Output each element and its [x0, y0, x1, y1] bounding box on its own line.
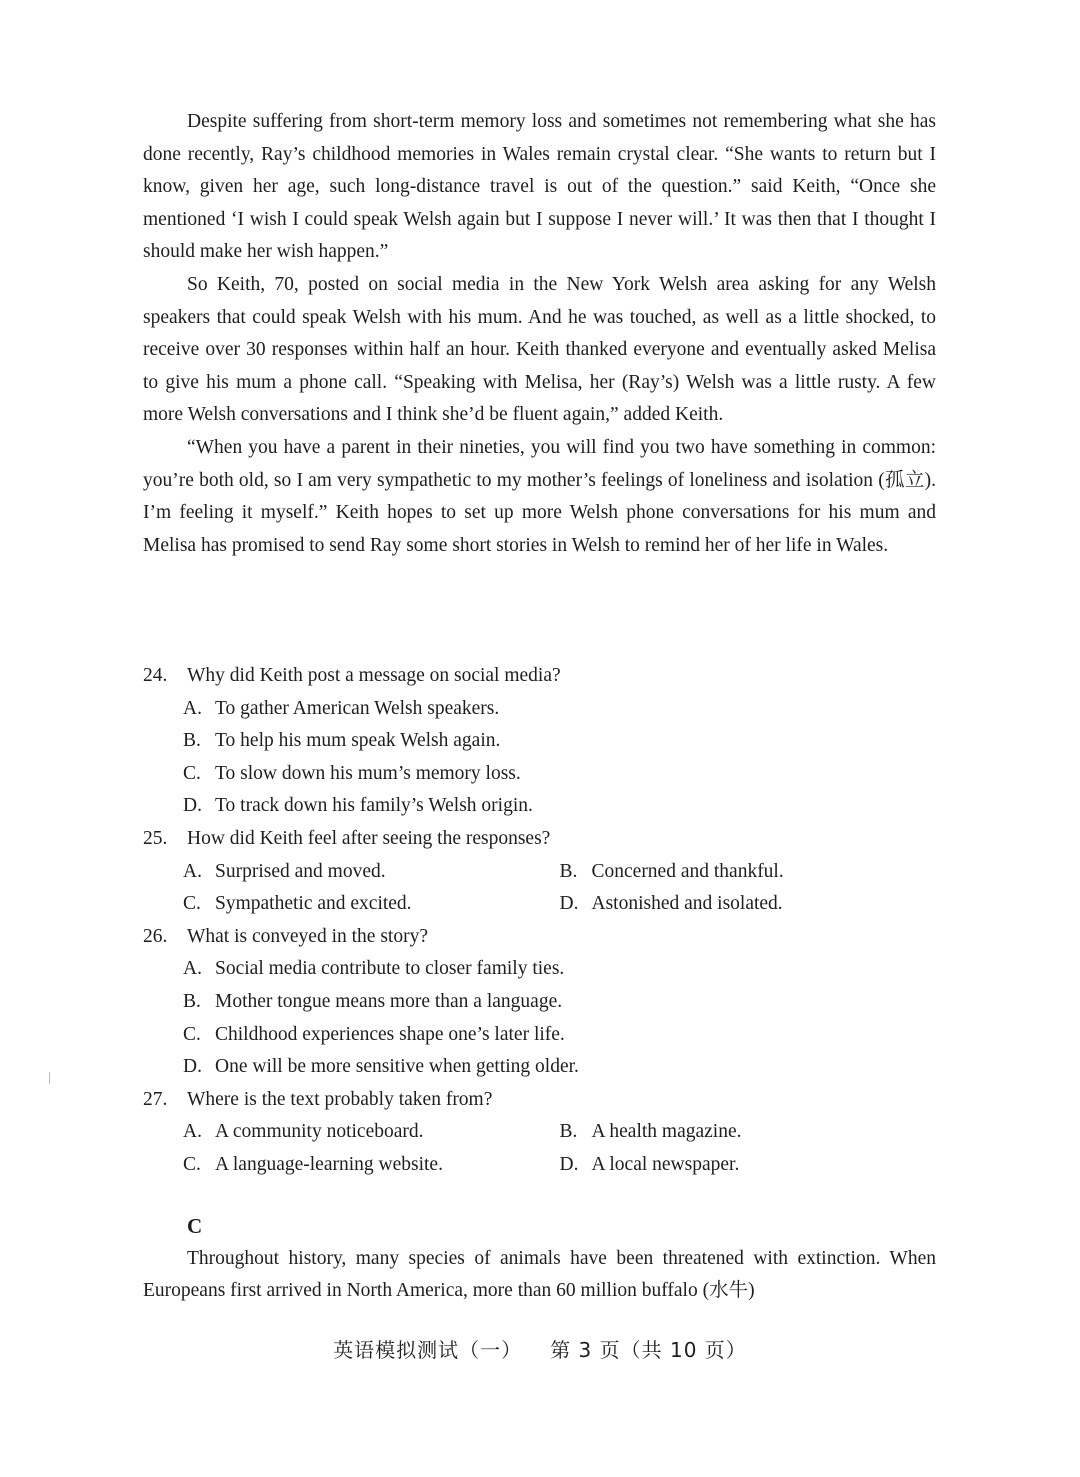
question-26 [143, 921, 936, 1084]
question-25 [143, 823, 936, 921]
question-number: 25. [143, 827, 168, 849]
page-footer [0, 1334, 1080, 1363]
option-b[interactable] [560, 856, 937, 889]
reading-section-c [143, 1210, 936, 1308]
option-letter: C. [183, 893, 201, 915]
option-letter: A. [183, 958, 202, 980]
question-number: 26. [143, 925, 168, 947]
option-d[interactable] [560, 1149, 937, 1182]
option-c[interactable] [183, 888, 560, 921]
option-letter: D. [559, 893, 579, 915]
option-c[interactable] [183, 1149, 560, 1182]
option-text: Sympathetic and excited. [215, 893, 412, 915]
option-a[interactable] [183, 1116, 560, 1149]
option-d[interactable] [143, 790, 936, 823]
scan-mark [49, 1072, 50, 1084]
question-stem: What is conveyed in the story? [187, 925, 428, 947]
option-letter: C. [183, 1153, 201, 1175]
option-letter: D. [183, 1056, 202, 1078]
option-a[interactable] [183, 856, 560, 889]
option-text: A local newspaper. [591, 1153, 740, 1175]
option-b[interactable] [560, 1116, 937, 1149]
option-letter: B. [183, 990, 201, 1012]
option-text: To track down his family’s Welsh origin. [215, 795, 533, 817]
option-a[interactable] [143, 953, 936, 986]
option-text: Social media contribute to closer family ties. [215, 958, 565, 980]
option-text: A language-learning website. [215, 1153, 443, 1175]
section-title: C [187, 1214, 203, 1238]
option-a[interactable] [143, 693, 936, 726]
option-letter: C. [183, 762, 201, 784]
question-stem: Where is the text probably taken from? [187, 1088, 493, 1110]
option-text: One will be more sensitive when getting older. [215, 1056, 579, 1078]
passage-paragraph-2: So Keith, 70, posted on social media in the New York Welsh area asking for any Welsh speakers that could speak Welsh with his mum. And he was touched, as well as a little shocked, to receive over 30 responses within half an hour. Keith thanked everyone and eventually asked Melisa to give his mum a phone call. “Speaking with Melisa, her (Ray’s) Welsh was a little rusty. A few more Welsh conversations and I think she’d be fluent again,” added Keith. [143, 273, 936, 426]
option-text: Surprised and moved. [215, 860, 386, 882]
passage-paragraph-1: Despite suffering from short-term memory loss and sometimes not remembering what she has done recently, Ray’s childhood memories in Wales remain crystal clear. “She wants to return but I know, given her age, such long-distance travel is out of the question.” said Keith, “Once she mentioned ‘I wish I could speak Welsh again but I suppose I never will.’ It was then that I thought I should make her wish happen.” [143, 111, 936, 263]
option-letter: A. [183, 860, 202, 882]
option-text: Mother tongue means more than a language. [215, 990, 563, 1012]
question-24 [143, 660, 936, 823]
option-letter: D. [559, 1153, 579, 1175]
option-c[interactable] [143, 1019, 936, 1052]
section-c-paragraph: Throughout history, many species of animals have been threatened with extinction. When Europeans first arrived in North America, more than 60 million buffalo (水牛) [143, 1247, 936, 1302]
question-stem: Why did Keith post a message on social media? [187, 665, 561, 686]
passage-paragraph-3: “When you have a parent in their nineties, you will find you two have something in common: you’re both old, so I am very sympathetic to my mother’s feelings of loneliness and isolation (孤立). I’m feeling it myself.” Keith hopes to set up more Welsh phone conversations for his mum and Melisa has promised to send Ray some short stories in Welsh to remind her of her life in Wales. [143, 436, 936, 556]
question-27 [143, 1084, 936, 1182]
option-letter: A. [183, 697, 202, 719]
option-text: A community noticeboard. [215, 1121, 424, 1143]
option-letter: A. [183, 1121, 202, 1143]
option-letter: B. [183, 730, 201, 752]
exam-title: 英语模拟测试（一） [333, 1338, 523, 1362]
option-text: Astonished and isolated. [591, 893, 783, 915]
question-list [143, 660, 936, 1182]
option-text: To slow down his mum’s memory loss. [215, 762, 521, 784]
option-d[interactable] [143, 1051, 936, 1084]
option-letter: B. [559, 1121, 578, 1143]
option-b[interactable] [143, 986, 936, 1019]
option-b[interactable] [143, 725, 936, 758]
option-text: A health magazine. [591, 1121, 742, 1143]
question-stem: How did Keith feel after seeing the responses? [187, 827, 551, 849]
question-number: 24. [143, 665, 168, 686]
option-d[interactable] [560, 888, 937, 921]
option-text: To gather American Welsh speakers. [215, 697, 500, 719]
page-info: 第 3 页（共 10 页） [550, 1338, 747, 1362]
question-number: 27. [143, 1088, 168, 1110]
option-letter: B. [559, 860, 578, 882]
option-letter: D. [183, 795, 202, 817]
option-c[interactable] [143, 758, 936, 791]
option-text: Concerned and thankful. [591, 860, 784, 882]
option-letter: C. [183, 1023, 201, 1045]
option-text: To help his mum speak Welsh again. [215, 730, 501, 752]
option-text: Childhood experiences shape one’s later life. [215, 1023, 565, 1045]
reading-passage-b [143, 106, 936, 562]
